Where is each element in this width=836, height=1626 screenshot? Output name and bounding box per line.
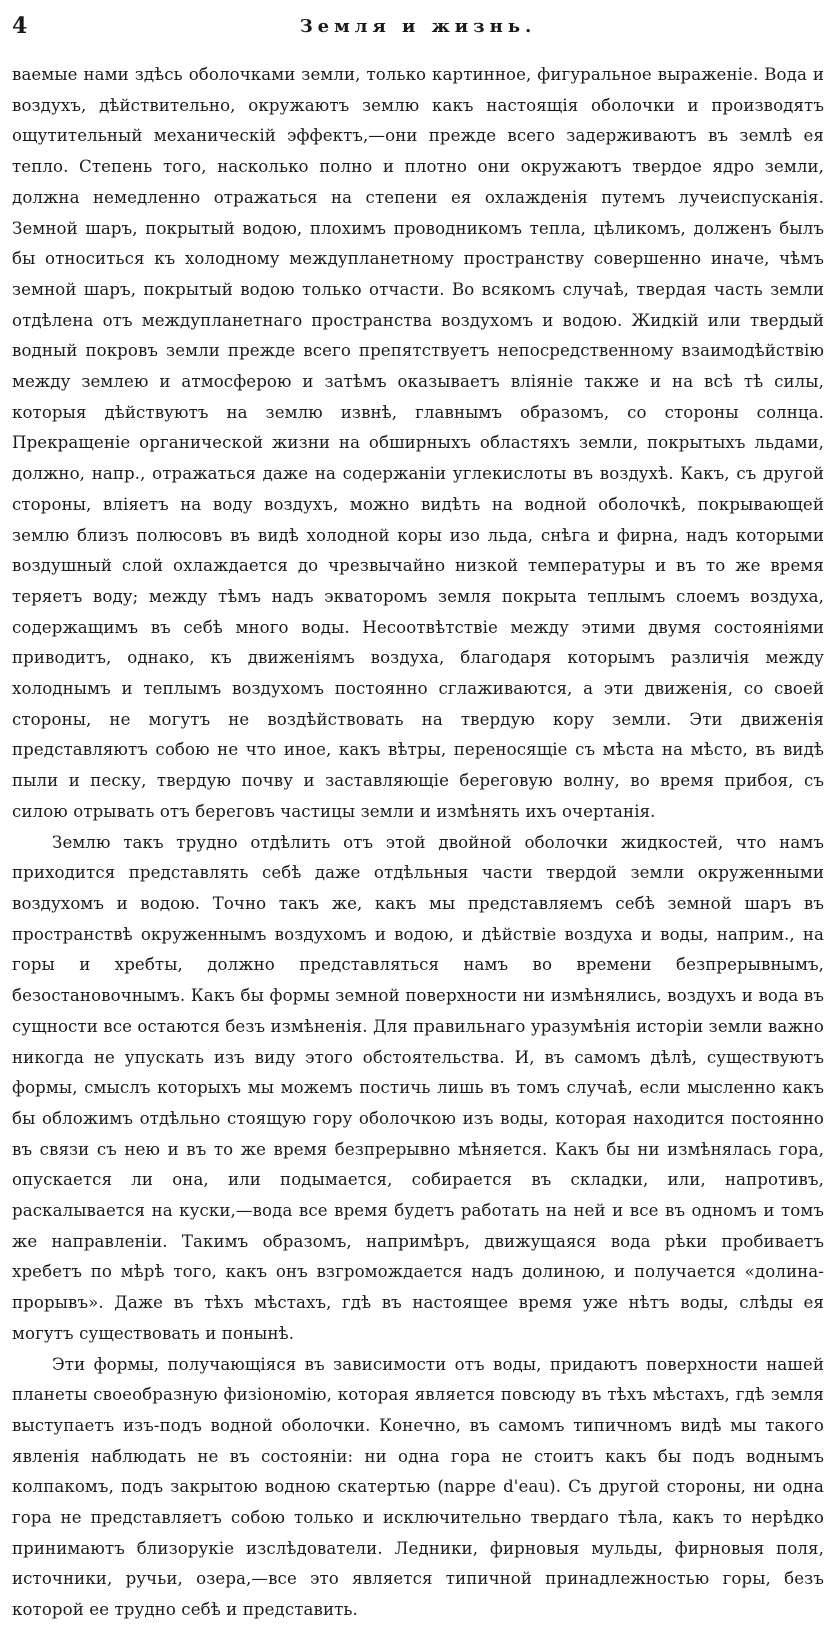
page-header <box>12 10 824 42</box>
body-text <box>12 60 824 1626</box>
page-number: 4 <box>12 13 28 39</box>
paragraph-2: Землю такъ трудно отдѣлить отъ этой двойной оболочки жидкостей, что намъ приходится представлять себѣ даже отдѣльныя части твердой земли окруженными воздухомъ и водою. Точно такъ же, какъ мы представляемъ себѣ земной шаръ въ пространствѣ окруженнымъ воздухомъ и водою, и дѣйствіе воздуха и воды, наприм., на горы и хребты, должно представляться намъ во времени безпрерывнымъ, безостановочнымъ. Какъ бы формы земной поверхности ни измѣнялись, воздухъ и вода въ сущности все остаются безъ измѣненія. Для правильнаго уразумѣнія исторіи земли важно никогда не упускать изъ виду этого обстоятельства. И, въ самомъ дѣлѣ, существуютъ формы, смыслъ которыхъ мы можемъ постичь лишь въ томъ случаѣ, если мысленно какъ бы обложимъ отдѣльно стоящую гору оболочкою изъ воды, которая находится постоянно въ связи съ нею и въ то же время безпрерывно мѣняется. Какъ бы ни измѣнялась гора, опускается ли она, или подымается, собирается въ складки, или, напротивъ, раскалывается на куски,—вода все время будетъ работать на ней и все въ одномъ и томъ же направленіи. Такимъ образомъ, напримѣръ, движущаяся вода рѣки пробиваетъ хребетъ по мѣрѣ того, какъ онъ взгромождается надъ долиною, и получается «долина-прорывъ». Даже въ тѣхъ мѣстахъ, гдѣ въ настоящее время уже нѣтъ воды, слѣды ея могутъ существовать и понынѣ. <box>12 832 824 1343</box>
paragraph-1: ваемые нами здѣсь оболочками земли, только картинное, фигуральное выраженіе. Вода и воздухъ, дѣйствительно, окружаютъ землю какъ настоящія оболочки и производятъ ощутительный механическій эффектъ,—они прежде всего задерживаютъ въ землѣ ея тепло. Степень того, насколько полно и плотно они окружаютъ твердое ядро земли, должна немедленно отражаться на степени ея охлажденія путемъ лучеиспусканія. Земной шаръ, покрытый водою, плохимъ проводникомъ тепла, цѣликомъ, долженъ былъ бы относиться къ холодному междупланетному пространству совершенно иначе, чѣмъ земной шаръ, покрытый водою только отчасти. Во всякомъ случаѣ, твердая часть земли отдѣлена отъ междупланетнаго пространства воздухомъ и водою. Жидкій или твердый водный покровъ земли прежде всего препятствуетъ непосредственному взаимодѣйствію между землею и атмосферою и затѣмъ оказываетъ вліяніе также и на всѣ тѣ силы, которыя дѣйствуютъ на землю извнѣ, главнымъ образомъ, со стороны солнца. Прекращеніе органической жизни на обширныхъ областяхъ земли, покрытыхъ льдами, должно, напр., отражаться даже на содержаніи углекислоты въ воздухѣ. Какъ, съ другой стороны, вліяетъ на воду воздухъ, можно видѣть на водной оболочкѣ, покрывающей землю близъ полюсовъ въ видѣ холодной коры изо льда, снѣга и фирна, надъ которыми воздушный слой охлаждается до чрезвычайно низкой температуры и въ то же время теряетъ воду; между тѣмъ надъ экваторомъ земля покрыта теплымъ слоемъ воздуха, содержащимъ въ себѣ много воды. Несоотвѣтствіе между этими двумя состояніями приводитъ, однако, къ движеніямъ воздуха, благодаря которымъ различія между холоднымъ и теплымъ воздухомъ постоянно сглаживаются, а эти движенія, со своей стороны, не могутъ не воздѣйствовать на твердую кору земли. Эти движенія представляютъ собою не что иное, какъ вѣтры, переносящіе съ мѣста на мѣсто, въ видѣ пыли и песку, твердую почву и заставляющіе береговую волну, во время прибоя, съ силою отрывать отъ береговъ частицы земли и измѣнять ихъ очертанія. <box>12 65 824 821</box>
running-title: Земля и жизнь. <box>299 16 537 37</box>
paragraph-3: Эти формы, получающіяся въ зависимости отъ воды, придаютъ поверхности нашей планеты своеобразную физіономію, которая является повсюду въ тѣхъ мѣстахъ, гдѣ земля выступаетъ изъ-подъ водной оболочки. Конечно, въ самомъ типичномъ видѣ мы такого явленія наблюдать не въ состояніи: ни одна гора не стоитъ какъ бы подъ воднымъ колпакомъ, подъ закрытою водною скатертью (nappe d'eau). Съ другой стороны, ни одна гора не представляетъ собою только и исключительно твердаго тѣла, какъ то нерѣдко принимаютъ близорукіе изслѣдователи. Ледники, фирновыя мульды, фирновыя поля, источники, ручьи, озера,—все это является типичной принадлежностью горы, безъ которой ее трудно себѣ и представить. <box>12 1354 824 1620</box>
book-page <box>12 10 824 1620</box>
